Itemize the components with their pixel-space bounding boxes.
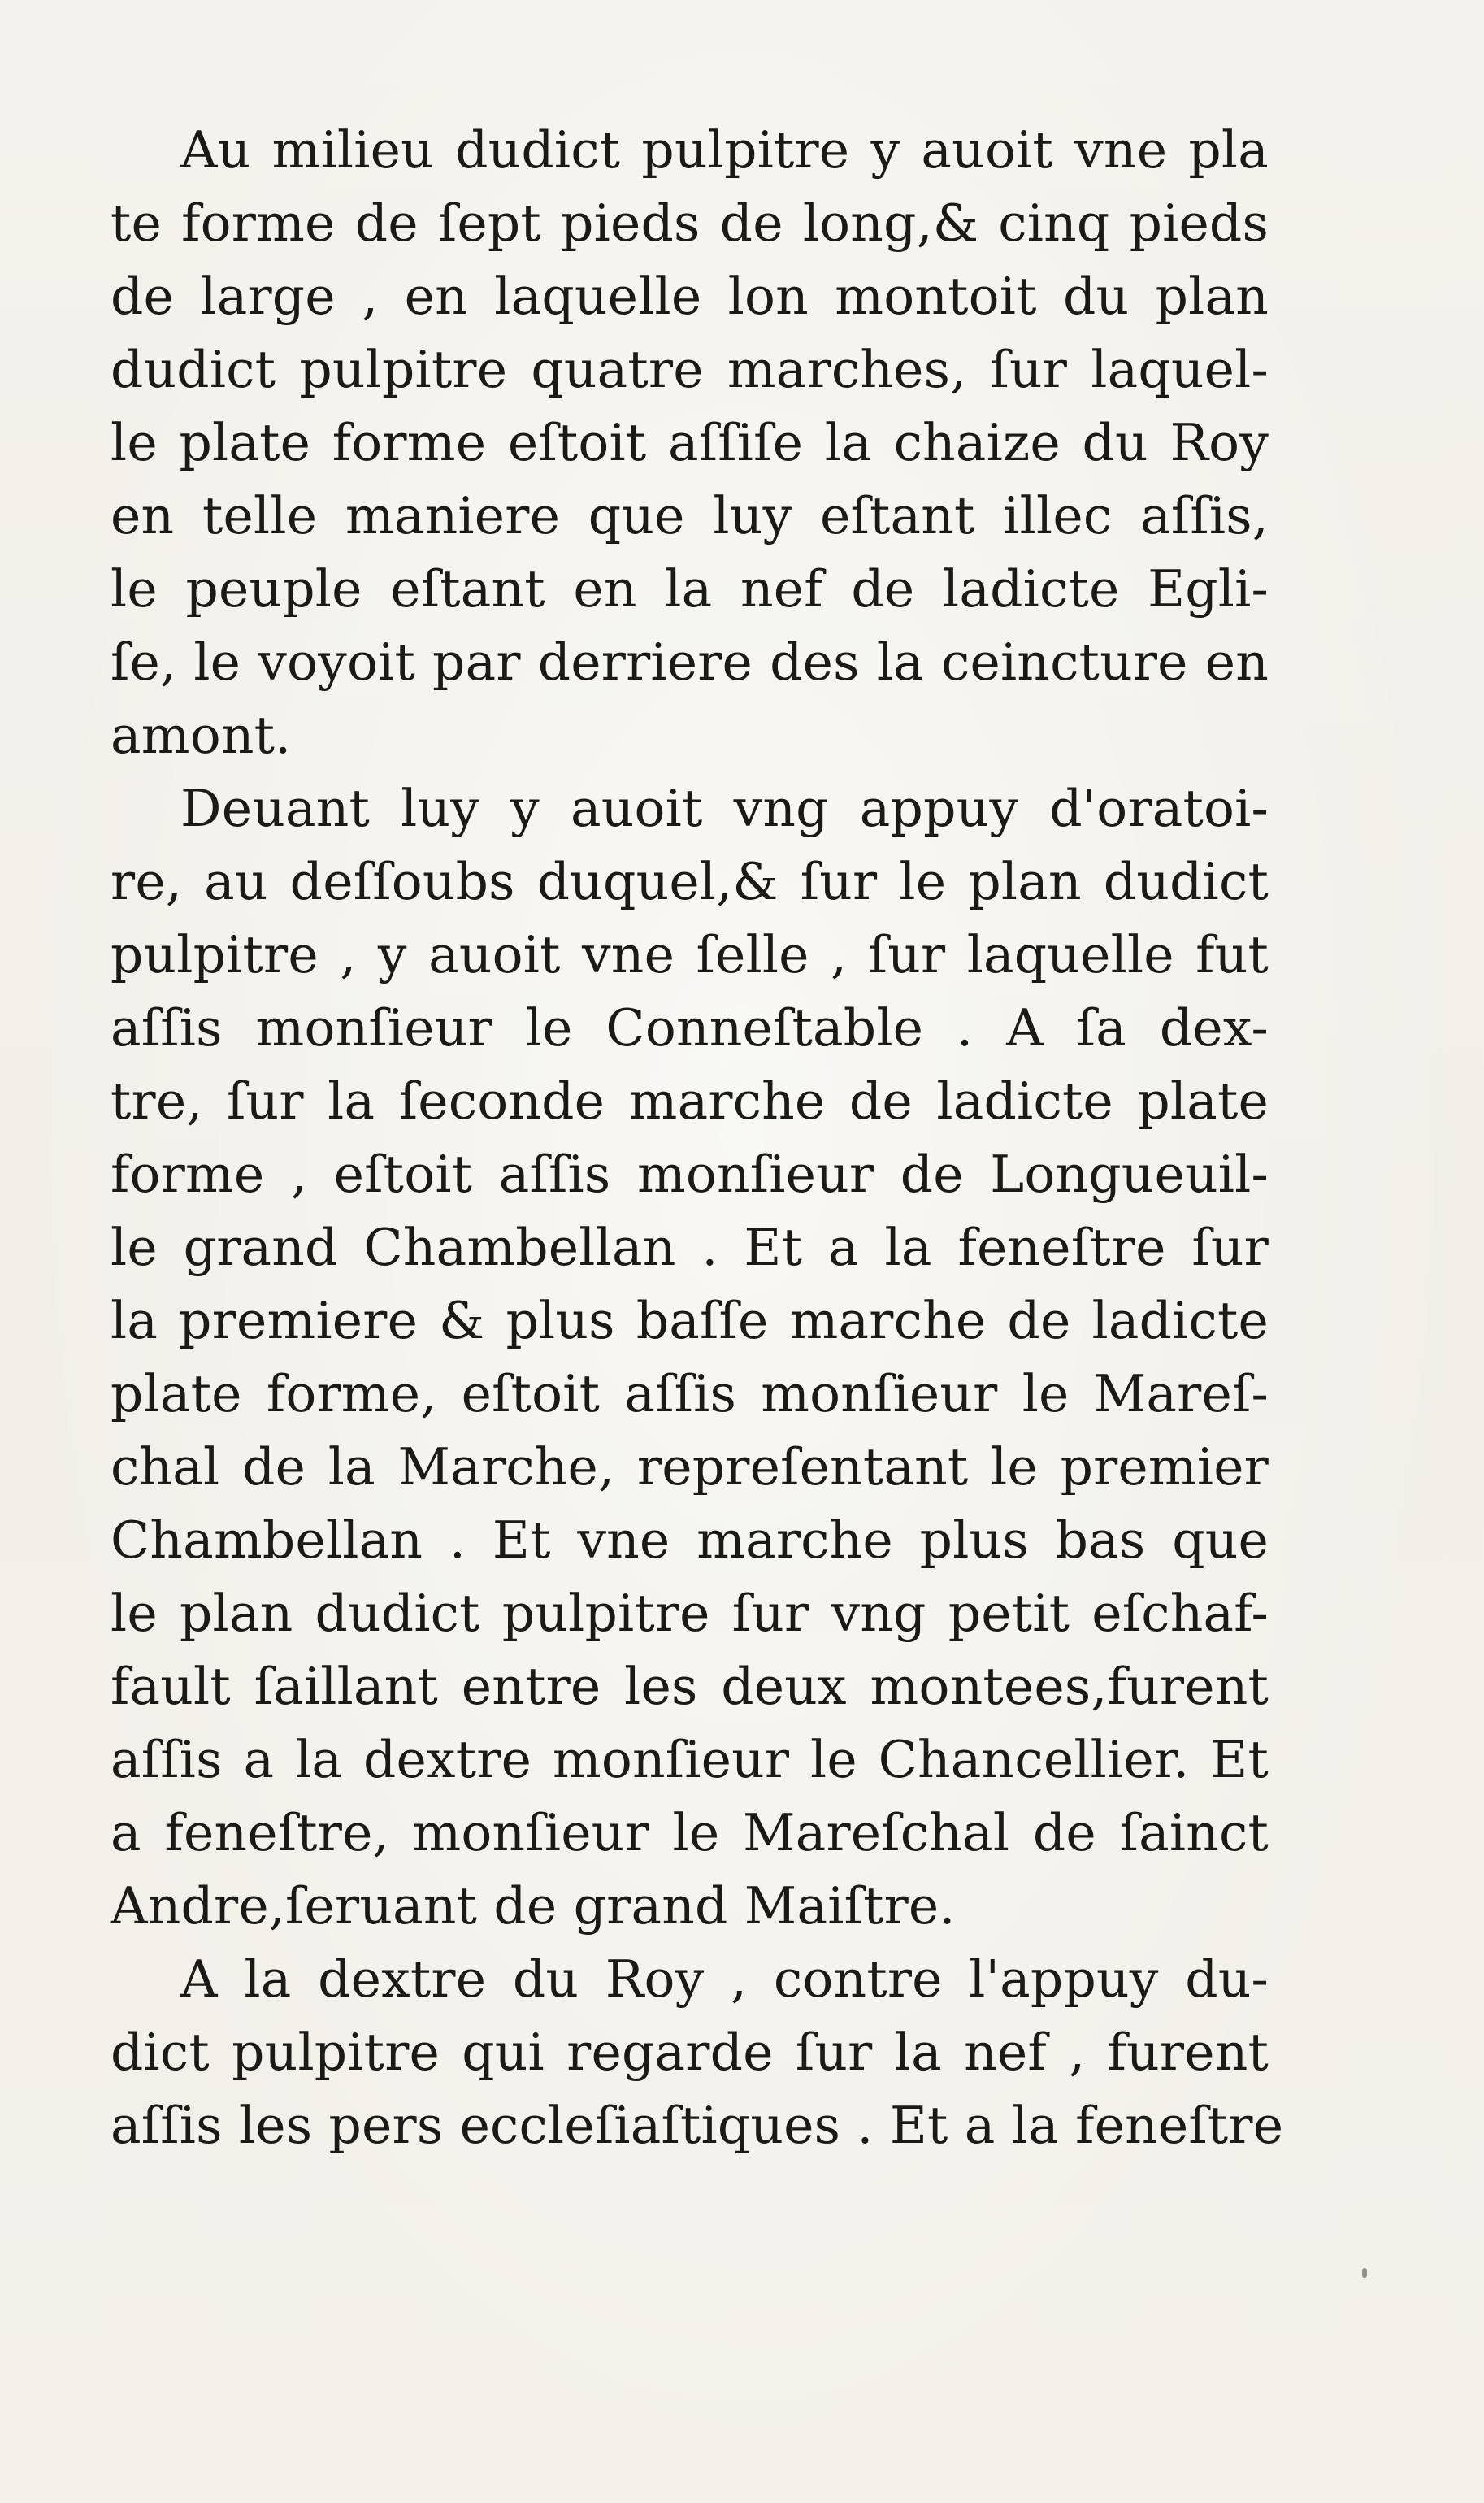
text-line: Chambellan . Et vne marche plus bas que — [111, 1510, 1269, 1570]
text-line: Deuant luy y auoit vng appuy d'oratoi- — [180, 779, 1269, 838]
text-line: chal de la Marche, repreſentant le premier — [111, 1437, 1269, 1497]
text-line: le grand Chambellan . Et a la feneſtre ſur — [111, 1218, 1269, 1277]
text-line: A la dextre du Roy , contre l'appuy du- — [180, 1949, 1269, 2009]
text-line: amont. — [111, 706, 292, 765]
text-line: aſſis monſieur le Conneſtable . A ſa dex- — [111, 998, 1269, 1058]
text-line: a feneſtre, monſieur le Mareſchal de ſainct — [111, 1803, 1269, 1862]
text-line: aſſis a la dextre monſieur le Chancellier. Et — [111, 1730, 1269, 1789]
text-line: Andre,ſeruant de grand Maiſtre. — [111, 1876, 956, 1936]
text-line: re, au deſſoubs duquel,& ſur le plan dudict — [111, 852, 1269, 911]
body-text — [111, 114, 1284, 2162]
text-line: de large , en laquelle lon montoit du plan — [111, 267, 1269, 326]
text-line: te forme de ſept pieds de long,& cinq pieds — [111, 193, 1269, 253]
text-line: pulpitre , y auoit vne ſelle , ſur laquelle fut — [111, 925, 1269, 984]
text-line: la premiere & plus baſſe marche de ladicte — [111, 1291, 1269, 1350]
text-line: dudict pulpitre quatre marches, ſur laquel- — [111, 340, 1269, 399]
text-line: Au milieu dudict pulpitre y auoit vne pla — [180, 120, 1269, 180]
text-line: fault ſaillant entre les deux montees,furent — [111, 1657, 1269, 1716]
text-line: dict pulpitre qui regarde ſur la nef , furent — [111, 2023, 1269, 2082]
text-line: le plate forme eſtoit aſſiſe la chaize du Roy — [111, 413, 1269, 472]
text-line: tre, ſur la ſeconde marche de ladicte plate — [111, 1071, 1269, 1131]
text-line: forme , eſtoit aſſis monſieur de Longueuil- — [111, 1145, 1269, 1204]
text-line: aſſis les pers eccleſiaſtiques . Et a la feneſtre — [111, 2096, 1284, 2155]
paper-speck — [1362, 2268, 1367, 2278]
text-line: le plan dudict pulpitre ſur vng petit eſchaf- — [111, 1584, 1269, 1643]
text-line: ſe, le voyoit par derriere des la ceincture en — [111, 632, 1269, 692]
text-line: plate forme, eſtoit aſſis monſieur le Mareſ- — [111, 1364, 1269, 1423]
text-line: en telle maniere que luy eſtant illec aſſis, — [111, 486, 1269, 545]
text-line: le peuple eſtant en la nef de ladicte Egli- — [111, 559, 1269, 619]
